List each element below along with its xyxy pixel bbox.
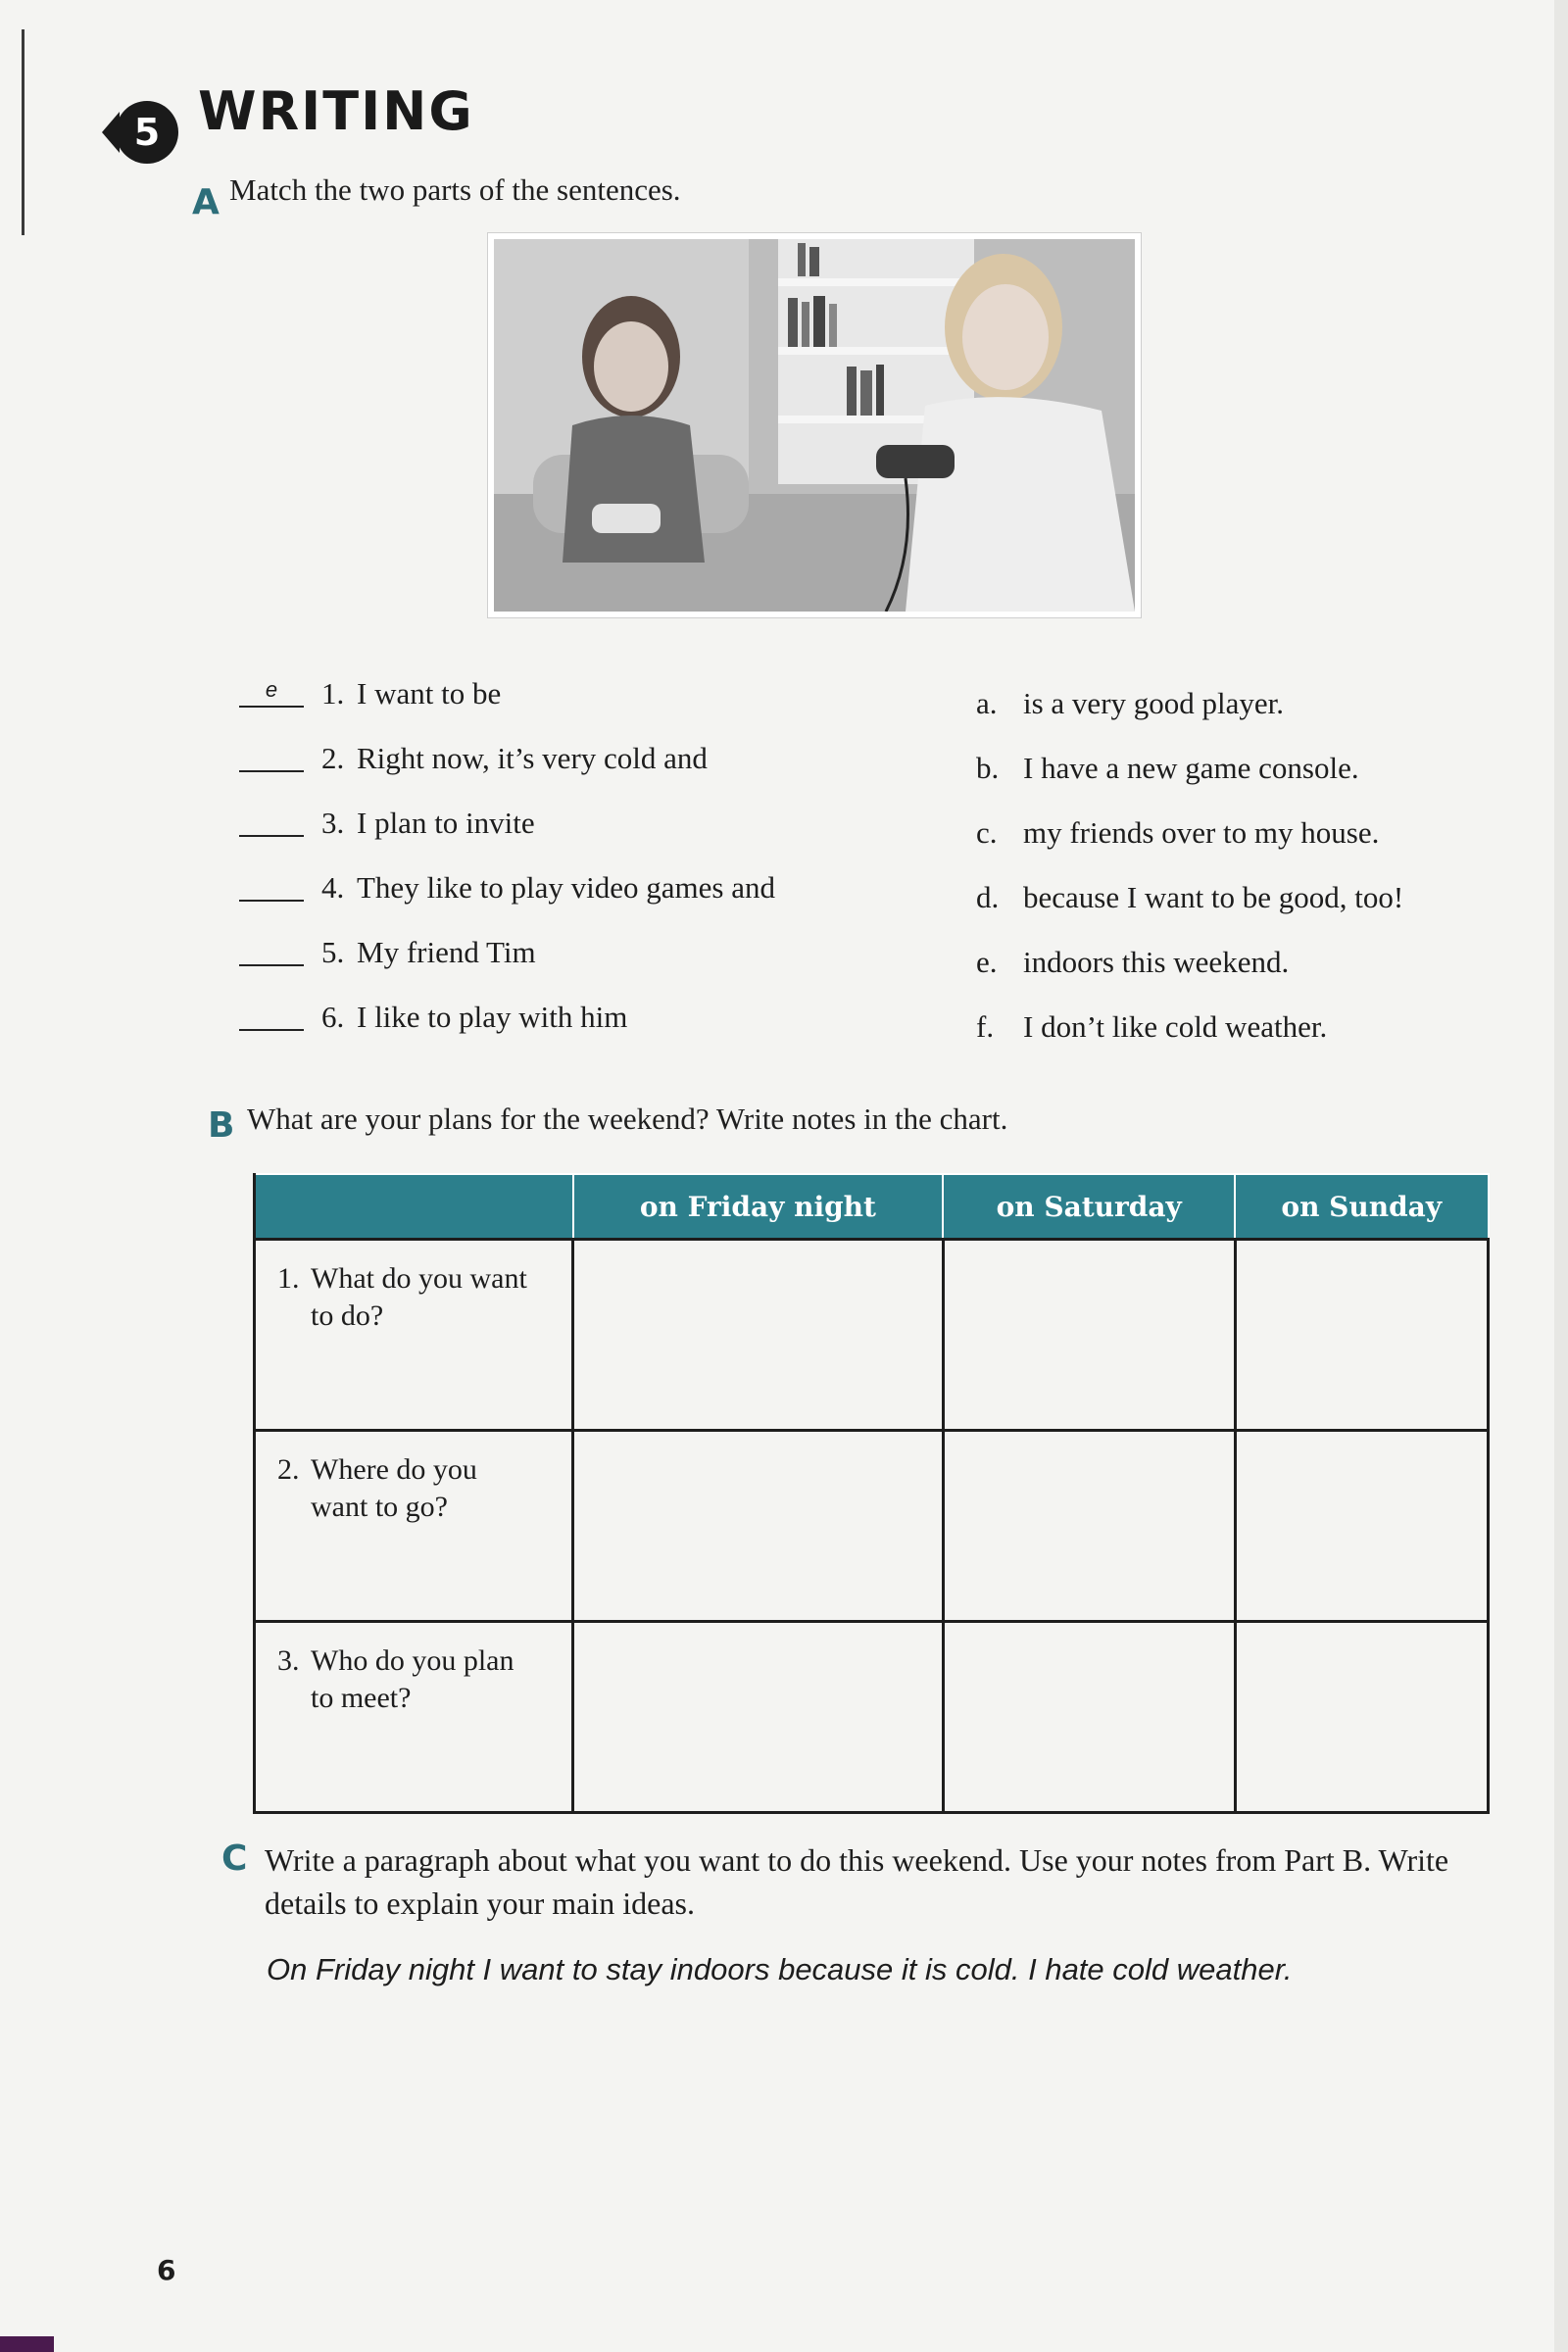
- column-header-sunday: on Sunday: [1235, 1174, 1488, 1240]
- question-text: Where do you want to go?: [311, 1453, 477, 1523]
- chart-row: [255, 1622, 1489, 1813]
- section-title: WRITING: [198, 80, 474, 142]
- answer-blank[interactable]: [239, 935, 304, 966]
- item-number: 3.: [321, 806, 345, 840]
- notes-cell-friday[interactable]: [573, 1431, 944, 1622]
- match-left-item: [239, 1000, 775, 1064]
- notes-cell-friday[interactable]: [573, 1240, 944, 1431]
- item-number: 4.: [321, 870, 345, 905]
- notes-cell-saturday[interactable]: [943, 1240, 1235, 1431]
- match-left-item: [239, 676, 775, 741]
- section-number: 5: [133, 111, 161, 154]
- option-text: because I want to be good, too!: [1023, 880, 1404, 914]
- answer-blank[interactable]: [239, 1000, 304, 1031]
- question-text: Who do you plan to meet?: [311, 1644, 514, 1714]
- option-letter: a.: [976, 686, 998, 720]
- item-text: I like to play with him: [357, 1000, 628, 1034]
- row-question-cell: [255, 1240, 573, 1431]
- item-number: 5.: [321, 935, 345, 969]
- match-right-item: [976, 751, 1403, 815]
- row-question-cell: [255, 1622, 573, 1813]
- part-a-letter: A: [192, 182, 220, 222]
- match-left-item: [239, 870, 775, 935]
- column-header-friday: on Friday night: [573, 1174, 944, 1240]
- item-text: I plan to invite: [357, 806, 535, 840]
- notes-cell-sunday[interactable]: [1235, 1431, 1488, 1622]
- part-b-letter: B: [208, 1105, 235, 1146]
- question-text: What do you want to do?: [311, 1262, 527, 1332]
- notes-cell-saturday[interactable]: [943, 1622, 1235, 1813]
- page-number: 6: [157, 2254, 176, 2286]
- item-text: I want to be: [357, 676, 502, 710]
- match-right-item: [976, 880, 1403, 945]
- chart-row: [255, 1240, 1489, 1431]
- chart-corner-cell: [255, 1174, 573, 1240]
- option-text: I have a new game console.: [1023, 751, 1359, 785]
- match-right-item: [976, 686, 1403, 751]
- option-text: is a very good player.: [1023, 686, 1285, 720]
- notes-cell-sunday[interactable]: [1235, 1622, 1488, 1813]
- part-c-instruction: Write a paragraph about what you want to do this weekend. Use your notes from Part B. Write details to explain your main ideas.: [265, 1842, 1449, 1921]
- notes-cell-saturday[interactable]: [943, 1431, 1235, 1622]
- option-letter: d.: [976, 880, 1000, 914]
- match-left-column: [239, 676, 775, 1064]
- match-right-item: [976, 1009, 1403, 1074]
- row-question-cell: [255, 1431, 573, 1622]
- item-number: 6.: [321, 1000, 345, 1034]
- corner-mark: [0, 2336, 54, 2352]
- section-badge: [102, 98, 180, 167]
- option-text: my friends over to my house.: [1023, 815, 1380, 850]
- option-text: indoors this weekend.: [1023, 945, 1290, 979]
- match-left-item: [239, 806, 775, 870]
- notes-cell-sunday[interactable]: [1235, 1240, 1488, 1431]
- answer-blank[interactable]: [239, 741, 304, 772]
- part-b-instruction: What are your plans for the weekend? Write notes in the chart.: [247, 1102, 1008, 1136]
- match-right-column: [976, 686, 1403, 1074]
- match-right-item: [976, 945, 1403, 1009]
- option-text: I don’t like cold weather.: [1023, 1009, 1328, 1044]
- answer-blank[interactable]: [239, 870, 304, 902]
- match-right-item: [976, 815, 1403, 880]
- option-letter: e.: [976, 945, 998, 979]
- part-a-instruction: Match the two parts of the sentences.: [229, 172, 681, 207]
- page-edge: [1554, 0, 1568, 2352]
- part-c-letter: C: [221, 1838, 248, 1879]
- column-header-saturday: on Saturday: [943, 1174, 1235, 1240]
- chart-row: [255, 1431, 1489, 1622]
- question-number: 2.: [277, 1453, 300, 1486]
- photo-girls-playing-video-games: [488, 233, 1141, 617]
- binding-line: [22, 29, 24, 235]
- match-left-item: [239, 741, 775, 806]
- item-text: My friend Tim: [357, 935, 536, 969]
- notes-cell-friday[interactable]: [573, 1622, 944, 1813]
- option-letter: c.: [976, 815, 998, 850]
- question-number: 1.: [277, 1262, 300, 1295]
- option-letter: b.: [976, 751, 1000, 785]
- item-text: Right now, it’s very cold and: [357, 741, 708, 775]
- answer-blank[interactable]: [239, 806, 304, 837]
- chart-header-row: [255, 1174, 1489, 1240]
- answer-blank[interactable]: e: [239, 676, 304, 708]
- weekend-plans-chart: [253, 1173, 1490, 1814]
- item-number: 2.: [321, 741, 345, 775]
- option-letter: f.: [976, 1009, 995, 1044]
- item-text: They like to play video games and: [357, 870, 775, 905]
- question-number: 3.: [277, 1644, 300, 1677]
- match-left-item: [239, 935, 775, 1000]
- part-c-example-sentence: On Friday night I want to stay indoors because it is cold. I hate cold weather.: [267, 1952, 1293, 1986]
- item-number: 1.: [321, 676, 345, 710]
